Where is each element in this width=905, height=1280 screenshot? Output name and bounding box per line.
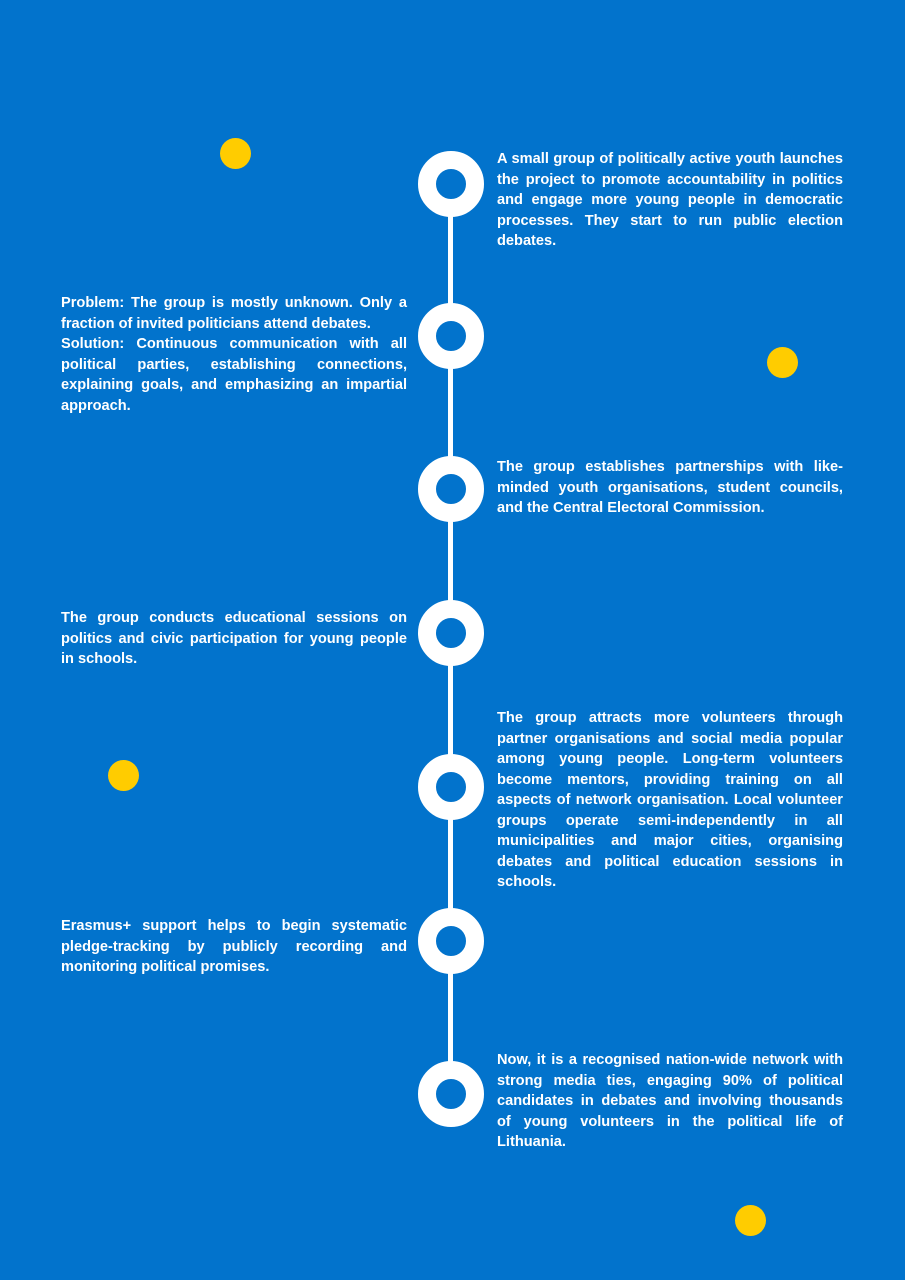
event-2-text [61, 293, 407, 416]
timeline-node-4 [418, 600, 484, 666]
event-6-text: Erasmus+ support helps to begin systematic pledge-tracking by publicly recording and monitoring political promises. [61, 918, 407, 975]
event-2-solution: Solution: Continuous communication with all political parties, establishing connections, explaining goals, and emphasizing an impartial approach. [61, 336, 407, 414]
timeline-node-2 [418, 303, 484, 369]
event-3-text: The group establishes partnerships with like-minded youth organisations, student councils, and the Central Electoral Commission. [497, 459, 843, 516]
timeline-node-1 [418, 151, 484, 217]
decorative-dot [108, 760, 139, 791]
timeline-node-5 [418, 754, 484, 820]
event-1-text: A small group of politically active youth launches the project to promote accountability in politics and engage more young people in democratic processes. They start to run public election debates. [497, 151, 843, 249]
event-2-problem: Problem: The group is mostly unknown. Only a fraction of invited politicians attend debates. [61, 295, 407, 332]
timeline-node-7 [418, 1061, 484, 1127]
decorative-dot [220, 138, 251, 169]
decorative-dot [735, 1205, 766, 1236]
timeline-node-3 [418, 456, 484, 522]
timeline-node-6 [418, 908, 484, 974]
event-7-text: Now, it is a recognised nation-wide network with strong media ties, engaging 90% of political candidates in debates and involving thousands of young volunteers in the political life of Lithuania. [497, 1052, 843, 1150]
event-4-text: The group conducts educational sessions on politics and civic participation for young people in schools. [61, 610, 407, 667]
decorative-dot [767, 347, 798, 378]
event-5-text: The group attracts more volunteers through partner organisations and social media popular among young people. Long-term volunteers become mentors, providing training on all aspects of network organisation. Local volunteer groups operate semi-independently in all municipalities and major cities, organising debates and political education sessions in schools. [497, 710, 843, 890]
